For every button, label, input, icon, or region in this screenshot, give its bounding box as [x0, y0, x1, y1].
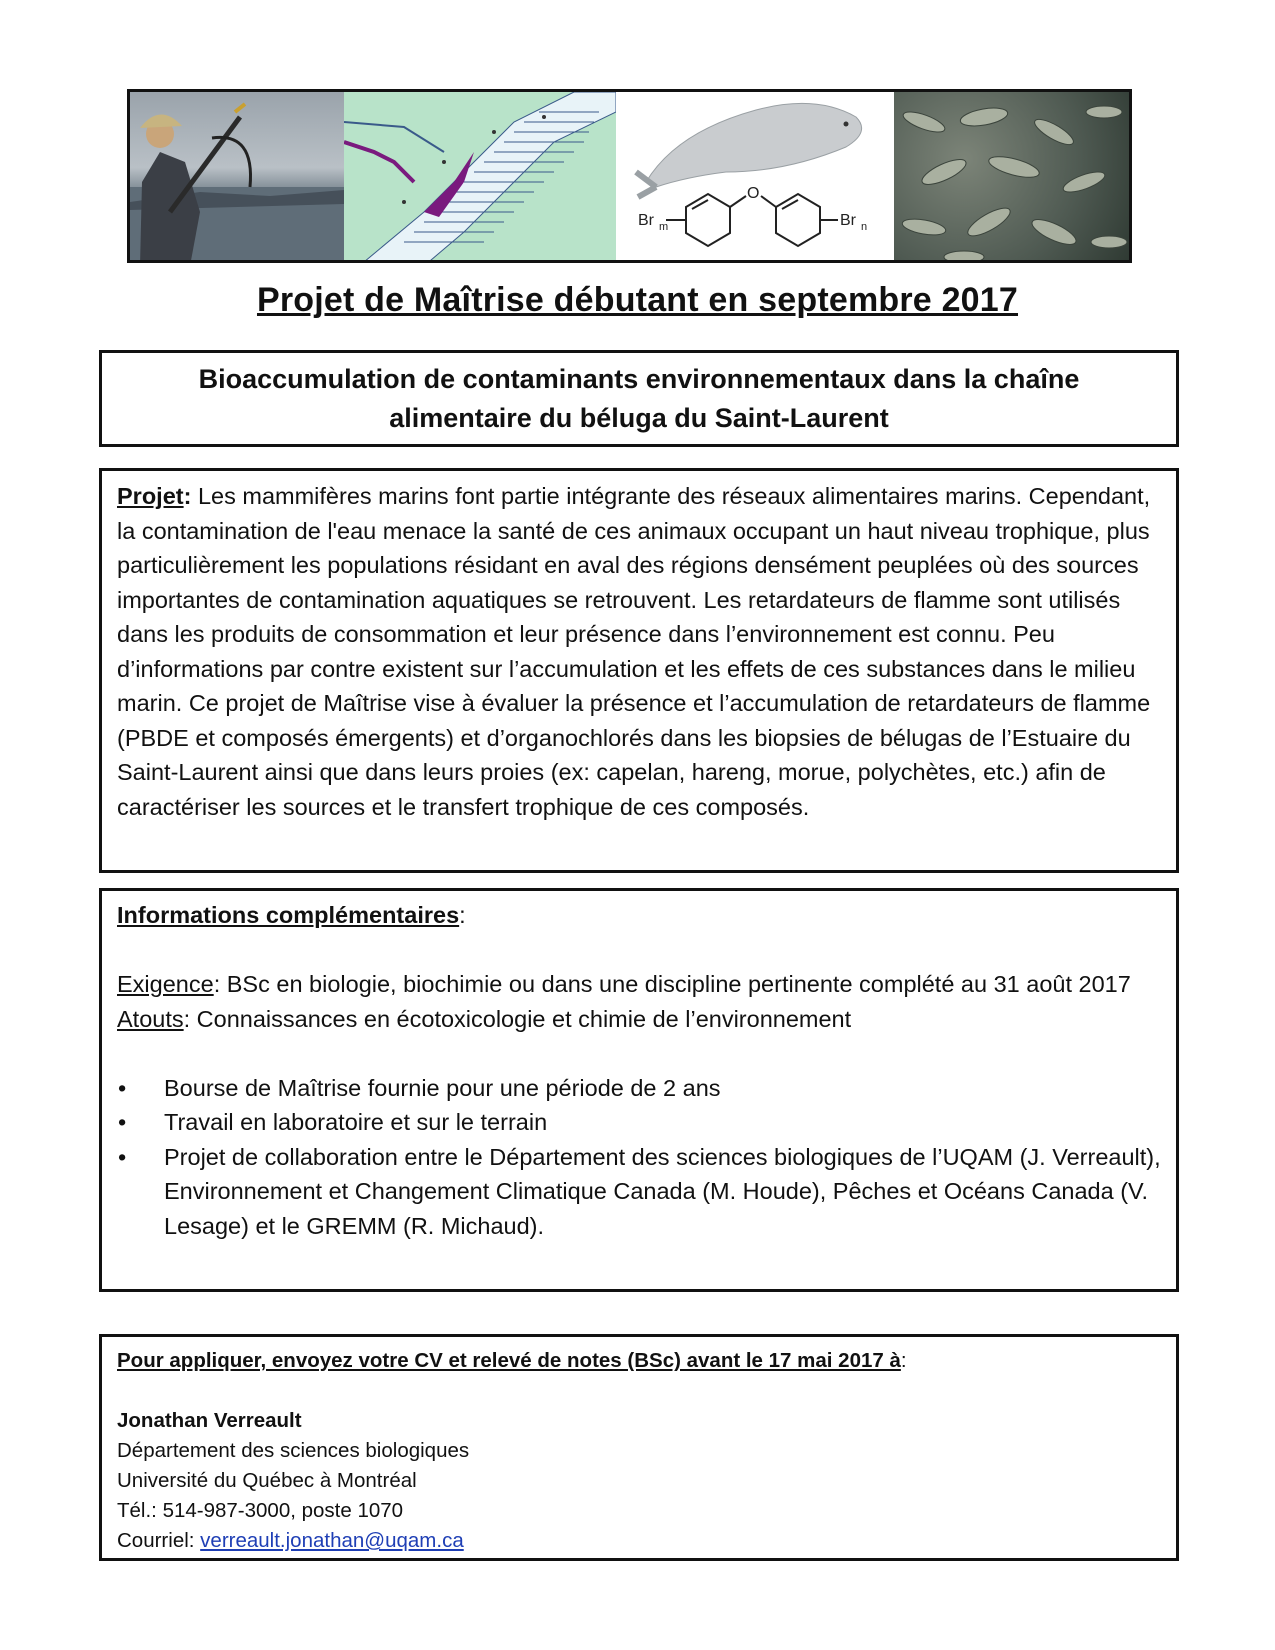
contact-department: Département des sciences biologiques [117, 1439, 470, 1462]
project-label-colon: : [183, 483, 192, 509]
subject-box [99, 350, 1179, 447]
additional-info-box [99, 888, 1179, 1292]
list-item-text: Bourse de Maîtrise fournie pour une période de 2 ans [164, 1074, 721, 1101]
contact-university: Université du Québec à Montréal [117, 1469, 417, 1492]
apply-heading: Pour appliquer, envoyez votre CV et relevé de notes (BSc) avant le 17 mai 2017 à [117, 1349, 901, 1372]
contact-email-line [117, 1526, 1162, 1556]
application-contact-box [99, 1334, 1179, 1561]
requirement-text: : BSc en biologie, biochimie ou dans une discipline pertinente complété au 31 août 2017 [213, 971, 1131, 997]
list-item-text: Projet de collaboration entre le Département des sciences biologiques de l’UQAM (J. Verreault), Environnement et Changement Climatique Canada (M. Houde), Pêches et Océans Canada (V. Lesage) et le GREMM (R. Michaud). [164, 1143, 1161, 1239]
bromine-right-subscript: n [861, 221, 868, 233]
bullet-icon: • [118, 1109, 127, 1135]
info-heading-colon: : [459, 902, 466, 928]
requirement-label: Exigence [117, 971, 214, 997]
subject-heading: Bioaccumulation de contaminants environnementaux dans la chaîne alimentaire du béluga du Saint-Laurent [198, 363, 1080, 433]
bullet-icon: • [118, 1074, 127, 1101]
page-title: Projet de Maîtrise débutant en septembre 2017 [256, 281, 1019, 319]
bromine-left-subscript: m [659, 221, 669, 233]
photo-researcher-crossbow [130, 92, 344, 260]
project-text: Les mammifères marins font partie intégrante des réseaux alimentaires marins. Cependant, la contamination de l'eau menace la santé de ces animaux occupant un haut niveau trophique, plus particulièrement les populations résidant en aval des régions densément peuplées où des sources importantes de contamination aquatiques se retrouvent. Les retardateurs de flamme sont utilisés dans les produits de consommation et leur présence dans l’environnement est connu. Peu d’informations par contre existent sur l’accumulation et les effets de ces substances dans le milieu marin. Ce projet de Maîtrise vise à évaluer la présence et l’accumulation de retardateurs de flamme (PBDE et composés émergents) et d’organochlorés dans les biopsies de bélugas de l’Estuaire du Saint-Laurent ainsi que dans leurs proies (ex: capelan, hareng, morue, polychètes, etc.) afin de caractériser les sources et le transfert trophique de ces composés. [117, 483, 1151, 820]
assets-line [117, 1002, 1162, 1037]
info-heading: Informations complémentaires [117, 902, 460, 928]
project-description-box [99, 468, 1179, 873]
photo-fish-school [894, 92, 1129, 260]
benefits-list [117, 1071, 1162, 1244]
oxygen-label: O [747, 185, 760, 202]
list-item-text: Travail en laboratoire et sur le terrain [164, 1109, 548, 1135]
contact-name: Jonathan Verreault [117, 1409, 302, 1432]
header-image-strip [127, 89, 1132, 263]
assets-label: Atouts [117, 1005, 184, 1032]
project-paragraph [117, 479, 1162, 824]
bullet-icon: • [118, 1143, 127, 1170]
apply-heading-line [117, 1346, 1162, 1376]
bromine-right-label: Br [840, 212, 856, 229]
beluga-pbde-structure [616, 92, 894, 260]
map-saint-laurent [344, 92, 616, 260]
list-item [117, 1140, 1162, 1244]
list-item [117, 1105, 1162, 1140]
email-label: Courriel: [117, 1529, 201, 1552]
apply-heading-colon: : [900, 1349, 907, 1372]
requirement-line [117, 967, 1162, 1002]
list-item [117, 1071, 1162, 1106]
project-label: Projet [117, 483, 184, 509]
email-link[interactable]: verreault.jonathan@uqam.ca [200, 1529, 464, 1552]
contact-phone: Tél.: 514-987-3000, poste 1070 [117, 1499, 404, 1522]
info-heading-line [117, 898, 1162, 933]
bromine-left-label: Br [638, 212, 654, 229]
assets-text: : Connaissances en écotoxicologie et chimie de l’environnement [183, 1005, 852, 1032]
